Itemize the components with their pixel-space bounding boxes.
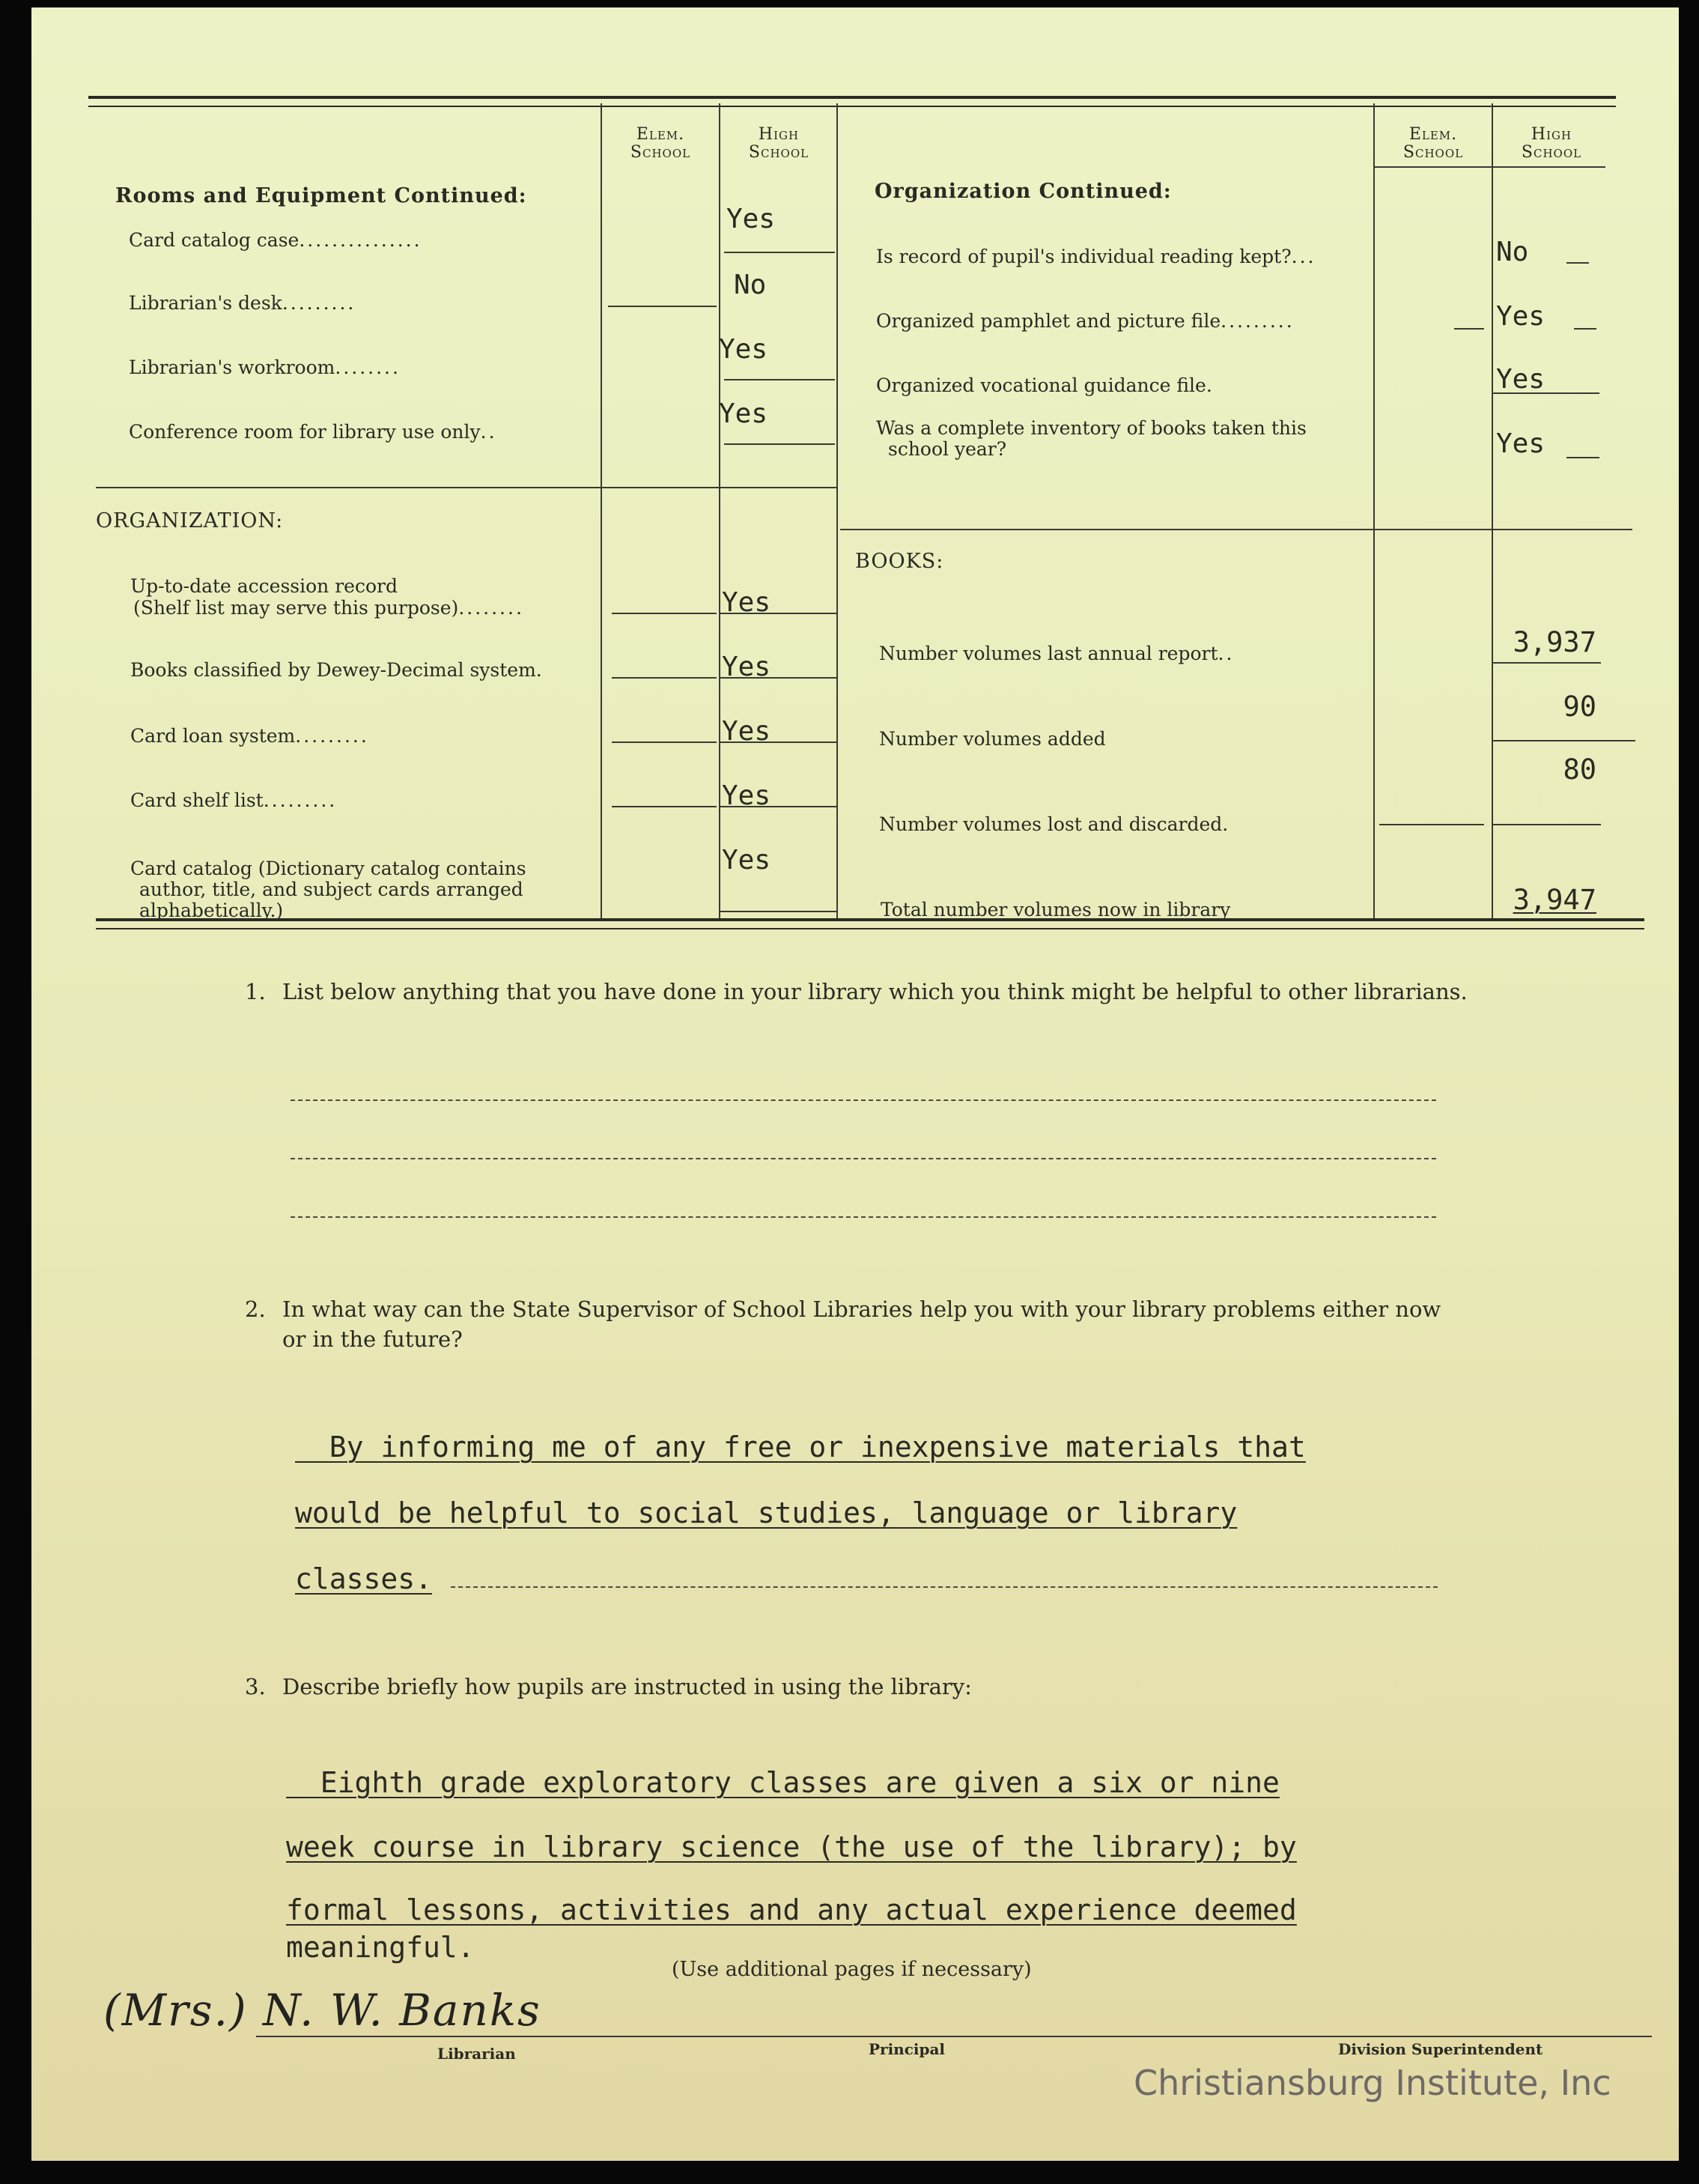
books-elem-line-3: [1379, 824, 1484, 825]
org-high-line-3: [720, 741, 836, 743]
document-page: [31, 7, 1679, 2161]
org-elem-line-3: [612, 741, 717, 743]
org-label-card-catalog: Card catalog (Dictionary catalog contains author, title, and subject cards arranged alphabetically.): [130, 858, 526, 921]
rooms-high-card-catalog-case: Yes: [726, 204, 776, 234]
q3-answer-line-2: week course in library science (the use of the library); by: [286, 1830, 1297, 1863]
orgc-high-inventory: Yes: [1496, 428, 1545, 459]
elem-school-header-left: Elem. School: [630, 125, 691, 162]
question-3: 3. Describe briefly how pupils are instructed in using the library:: [245, 1674, 972, 1699]
org-high-line-4: [720, 806, 836, 807]
org-continued-bottom-rule: [840, 529, 1632, 530]
q2-answer-line-3: classes.: [295, 1562, 433, 1595]
rooms-high-conference-room: Yes: [719, 398, 768, 429]
org-continued-heading: Organization Continued:: [875, 180, 1172, 203]
orgc-label-reading-record: Is record of pupil's individual reading kept?...: [876, 246, 1316, 267]
superintendent-label: Division Superintendent: [1338, 2040, 1543, 2058]
org-high-line-1: [720, 613, 836, 614]
books-heading: BOOKS:: [855, 550, 944, 573]
org-high-card-loan-system: Yes: [722, 716, 771, 747]
orgc-high-line-3: [1493, 392, 1599, 394]
rooms-label-librarians-desk: Librarian's desk.........: [129, 292, 356, 314]
signature-rule: [256, 2036, 1652, 2037]
orgc-label-vocational-file: Organized vocational guidance file.: [876, 374, 1215, 396]
org-elem-line-2: [612, 677, 717, 679]
orgc-elem-line-2: [1454, 328, 1484, 330]
orgc-label-inventory: Was a complete inventory of books taken this school year?: [876, 417, 1307, 460]
q3-answer-line-3: formal lessons, activities and any actual experience deemed: [286, 1893, 1297, 1926]
org-label-accession-record: Up-to-date accession record (Shelf list may serve this purpose)........: [130, 575, 524, 619]
books-label-added: Number volumes added: [879, 728, 1106, 750]
q2-blank-line-3: [451, 1586, 1438, 1588]
org-label-card-shelf-list: Card shelf list.........: [130, 789, 338, 811]
org-high-card-catalog: Yes: [722, 845, 771, 876]
rooms-heading: Rooms and Equipment Continued:: [115, 184, 527, 207]
rooms-high-librarians-workroom: Yes: [719, 334, 768, 365]
orgc-high-vocational-file: Yes: [1496, 364, 1545, 395]
high-school-header-left: High School: [748, 125, 809, 162]
books-high-line-1: [1493, 662, 1601, 664]
question-2: 2. In what way can the State Supervisor of School Libraries help you with your library problems either now or in the future?: [245, 1296, 1441, 1352]
books-high-last-report: 3,937: [1513, 626, 1596, 658]
q2-answer-line-2: would be helpful to social studies, language or library: [295, 1496, 1238, 1529]
orgc-high-reading-record: No: [1496, 237, 1529, 267]
additional-pages-note: (Use additional pages if necessary): [672, 1958, 1032, 1981]
orgc-label-pamphlet-file: Organized pamphlet and picture file.........: [876, 310, 1295, 332]
orgc-high-line-2: [1574, 328, 1596, 330]
table-bottom-double-rule: [96, 918, 1644, 929]
books-label-total: Total number volumes now in library: [881, 899, 1231, 920]
elem-col-left-rule-left: [601, 103, 602, 918]
books-high-line-3: [1493, 824, 1601, 825]
q3-answer-line-4: meaningful.: [286, 1931, 475, 1964]
orgc-high-pamphlet-file: Yes: [1496, 301, 1545, 332]
principal-label: Principal: [869, 2040, 946, 2058]
org-high-accession-record: Yes: [722, 587, 771, 618]
org-label-dewey-decimal: Books classified by Dewey-Decimal system.: [130, 659, 544, 681]
top-double-rule: [88, 96, 1616, 107]
table-divider-rule: [836, 103, 838, 918]
rooms-label-card-catalog-case: Card catalog case...............: [129, 229, 422, 251]
watermark-text: Christiansburg Institute, Inc: [1134, 2063, 1611, 2103]
elem-school-header-right: Elem. School: [1402, 125, 1464, 162]
q3-answer-line-1: Eighth grade exploratory classes are given a six or nine: [286, 1766, 1280, 1799]
q2-answer-line-1: By informing me of any free or inexpensive materials that: [295, 1431, 1306, 1463]
rooms-elem-line-desk: [608, 306, 717, 307]
orgc-high-line-1: [1566, 262, 1589, 264]
org-label-card-loan-system: Card loan system.........: [130, 725, 369, 747]
q1-blank-line-1: [291, 1099, 1436, 1101]
elem-col-left-rule-right: [1373, 103, 1375, 918]
books-high-added: 90: [1563, 691, 1596, 723]
rooms-label-librarians-workroom: Librarian's workroom........: [129, 357, 401, 378]
rooms-high-librarians-desk: No: [734, 270, 767, 300]
books-label-last-report: Number volumes last annual report..: [879, 643, 1235, 664]
rooms-line-4: [724, 443, 835, 445]
org-high-line-5: [720, 911, 836, 912]
q1-blank-line-3: [291, 1216, 1436, 1218]
org-elem-line-1: [612, 613, 717, 614]
rooms-line-1: [724, 252, 835, 253]
high-col-left-rule-right: [1492, 103, 1493, 918]
header-underline-right: [1373, 166, 1605, 168]
librarian-signature: (Mrs.) N. W. Banks: [103, 1985, 541, 2036]
high-school-header-right: High School: [1521, 125, 1582, 162]
org-high-dewey-decimal: Yes: [722, 652, 771, 682]
rooms-label-conference-room: Conference room for library use only..: [129, 421, 497, 443]
q1-blank-line-2: [291, 1158, 1436, 1159]
org-high-line-2: [720, 677, 836, 679]
rooms-section-bottom-rule: [96, 487, 837, 488]
organization-heading: ORGANIZATION:: [96, 509, 284, 533]
orgc-high-line-4: [1566, 457, 1599, 458]
rooms-line-3: [724, 379, 835, 380]
books-high-total: 3,947: [1513, 884, 1596, 916]
books-label-lost-discarded: Number volumes lost and discarded.: [879, 813, 1231, 835]
org-high-card-shelf-list: Yes: [722, 780, 771, 811]
high-col-left-rule-left: [719, 103, 720, 918]
librarian-label: Librarian: [437, 2045, 516, 2063]
question-1: 1. List below anything that you have done in your library which you think might be helpful to other librarians.: [245, 979, 1468, 1004]
books-high-line-2: [1493, 740, 1635, 741]
books-high-lost-discarded: 80: [1563, 753, 1596, 786]
org-elem-line-4: [612, 806, 717, 807]
